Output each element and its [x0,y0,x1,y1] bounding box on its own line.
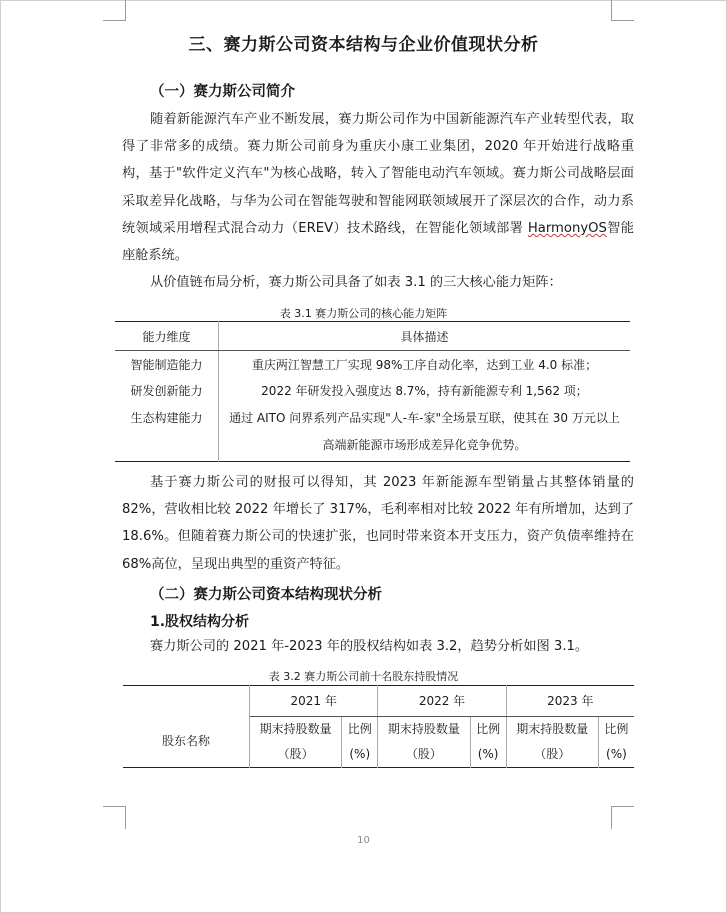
misspelled-word[interactable]: HarmonyOS [527,220,607,236]
row-description: 2022 年研发投入强度达 8.7%，持有新能源专利 1,562 项； [261,383,588,398]
header-quantity: 期末持股数量 （股） [506,717,598,768]
paragraph-intro [122,106,634,269]
section2-body [122,633,634,660]
crop-mark-bottom-left [103,806,126,829]
chapter-title: 三、赛力斯公司资本结构与企业价值现状分析 [188,35,539,55]
row-dimension: 研发创新能力 [115,377,219,403]
header-ratio: 比例 (%) [342,717,378,768]
subsection-equity-heading: 1.股权结构分析 [150,614,250,630]
header-year-2021: 2021 年 [250,686,378,717]
row-dimension: 智能制造能力 [115,351,219,378]
section2-heading: （二）赛力斯公司资本结构现状分析 [150,587,382,603]
paragraph-intro-text: 随着新能源汽车产业不断发展，赛力斯公司作为中国新能源汽车产业转型代表，取得了非常多的成绩。赛力斯公司前身为重庆小康工业集团，2020 年开始进行战略重构，基于"软件定义汽车"为核心战略，转入了智能电动汽车领域。赛力斯公司战略层面采取差异化战略，与华为公司在智能驾驶和智能网联领域展开了深层次的合作，动力系统领域采用增程式混合动力（EREV）技术路线，在智能化领域部署 [122,112,634,236]
section1-heading: （一）赛力斯公司简介 [150,84,295,100]
header-quantity: 期末持股数量 （股） [250,717,342,768]
crop-mark-bottom-right [611,806,634,829]
paragraph-value-chain: 从价值链布局分析，赛力斯公司具备了如表 3.1 的三大核心能力矩阵： [150,275,562,291]
header-description: 具体描述 [219,322,631,351]
page-number: 10 [357,835,370,846]
table2-caption: 表 3.2 赛力斯公司前十名股东持股情况 [268,670,459,683]
header-ratio: 比例 (%) [604,722,629,761]
crop-mark-top-left [103,0,126,21]
header-dimension: 能力维度 [115,322,219,351]
header-year-2022: 2022 年 [378,686,506,717]
row-description: 通过 AITO 问界系列产品实现"人-车-家"全场景互联，使其在 30 万元以上高端新能源市场形成差异化竞争优势。 [229,411,620,452]
shareholder-table [123,685,634,768]
row-dimension: 生态构建能力 [115,403,219,462]
year-header-row [123,686,634,717]
section1-body [122,106,634,296]
paragraph-equity: 赛力斯公司的 2021 年-2023 年的股权结构如表 3.2，趋势分析如图 3.1。 [150,639,589,654]
table1-caption: 表 3.1 赛力斯公司的核心能力矩阵 [279,307,448,320]
section1-finance [122,469,634,578]
paragraph-intro-tail: 智能座舱系统。 [122,220,634,264]
capability-table [115,321,630,462]
header-year-2023: 2023 年 [506,686,634,717]
table-row [115,377,630,403]
crop-mark-top-right [611,0,634,21]
header-shareholder-name: 股东名称 [123,686,250,768]
paragraph-finance: 基于赛力斯公司的财报可以得知，其 2023 年新能源车型销量占其整体销量的 82%，营收相比较 2022 年增长了 317%，毛利率相对比较 2022 年有所增加，达到了 18.6%。但随着赛力斯公司的快速扩张，也同时带来资本开支压力，资产负债率维持在 68%高位，呈现出典型的重资产特征。 [122,475,634,572]
table-row [115,351,630,378]
table-row [115,403,630,462]
row-description: 重庆两江智慧工厂实现 98%工序自动化率，达到工业 4.0 标准； [251,357,598,372]
header-ratio: 比例 (%) [470,717,506,768]
table-header-row [115,322,630,351]
header-quantity: 期末持股数量 （股） [378,717,470,768]
